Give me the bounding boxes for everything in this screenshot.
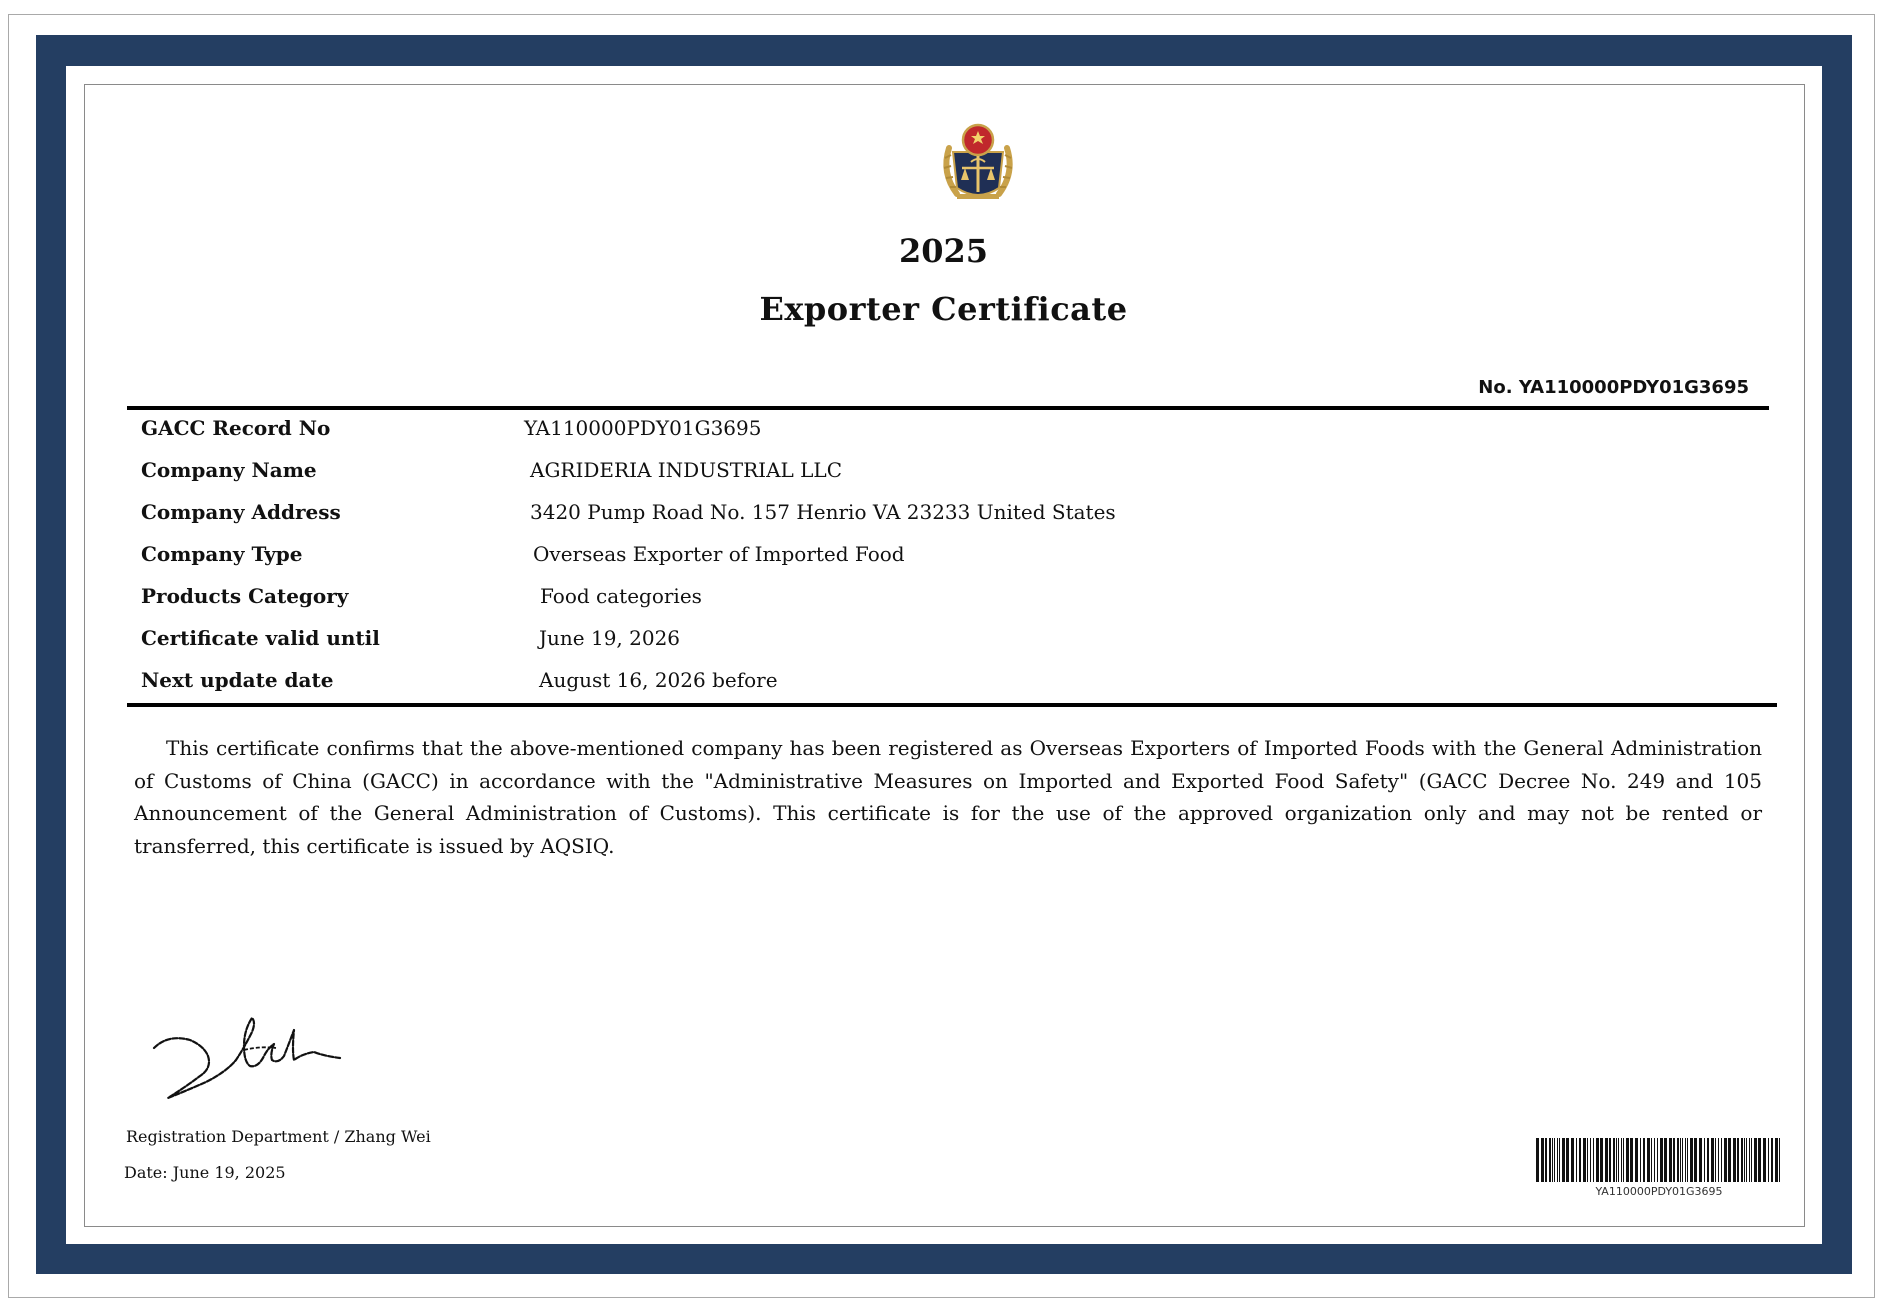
- barcode-bar: [1541, 1138, 1544, 1182]
- barcode-bar: [1587, 1138, 1588, 1182]
- barcode-bar: [1605, 1138, 1608, 1182]
- barcode-bar: [1746, 1138, 1747, 1182]
- barcode-bar: [1664, 1138, 1667, 1182]
- barcode-bar: [1768, 1138, 1769, 1182]
- barcode-bar: [1613, 1138, 1615, 1182]
- barcode-bar: [1566, 1138, 1569, 1182]
- barcode-bar: [1626, 1138, 1629, 1182]
- barcode-bar: [1728, 1138, 1731, 1182]
- barcode-bar: [1579, 1138, 1581, 1182]
- field-value: Overseas Exporter of Imported Food: [533, 542, 905, 566]
- barcode-bar: [1721, 1138, 1722, 1182]
- customs-emblem-icon: [935, 118, 1021, 208]
- field-value: August 16, 2026 before: [539, 668, 778, 692]
- barcode-bar: [1680, 1138, 1681, 1182]
- certificate-year: 2025: [898, 232, 989, 270]
- signatory-date: Date: June 19, 2025: [124, 1163, 286, 1182]
- barcode-bar: [1751, 1138, 1752, 1182]
- barcode-bar: [1651, 1138, 1652, 1182]
- barcode-bar: [1749, 1138, 1750, 1182]
- table-bottom-rule: [127, 703, 1777, 707]
- barcode-bar: [1733, 1138, 1736, 1182]
- barcode-bar: [1669, 1138, 1672, 1182]
- field-label: Next update date: [141, 668, 334, 692]
- table-top-rule: [127, 406, 1769, 410]
- field-label: Products Category: [141, 584, 349, 608]
- certificate-statement: This certificate confirms that the above-mentioned company has been registered as Overseas Exporters of Imported Foods with the General Administration of Customs of China (GACC) in accordance with the "Administrative Measures on Imported and Exported Food Safety" (GACC Decree No. 249 and 105 Announcement of the General Administration of Customs). This certificate is for the use of the approved organization only and may not be rented or transferred, this certificate is issued by AQSIQ.: [134, 736, 1762, 858]
- barcode-bar: [1600, 1138, 1603, 1182]
- barcode-bar: [1699, 1138, 1702, 1182]
- barcode-bar: [1562, 1138, 1565, 1182]
- signatory-name: Registration Department / Zhang Wei: [126, 1127, 431, 1146]
- barcode-bar: [1660, 1138, 1663, 1182]
- barcode-bar: [1724, 1138, 1727, 1182]
- field-label: Company Address: [141, 500, 341, 524]
- field-label: Company Type: [141, 542, 303, 566]
- barcode-bar: [1571, 1138, 1574, 1182]
- barcode-bar: [1557, 1138, 1558, 1182]
- barcode-bar: [1758, 1138, 1761, 1182]
- barcode-bar: [1596, 1138, 1599, 1182]
- barcode-bar: [1704, 1138, 1705, 1182]
- barcode: [1536, 1138, 1782, 1182]
- barcode-bar: [1583, 1138, 1586, 1182]
- barcode-bar: [1559, 1138, 1560, 1182]
- field-value: June 19, 2026: [539, 626, 681, 650]
- barcode-bar: [1623, 1138, 1624, 1182]
- barcode-text: YA110000PDY01G3695: [1595, 1185, 1723, 1198]
- barcode-bar: [1552, 1138, 1553, 1182]
- barcode-bar: [1763, 1138, 1766, 1182]
- barcode-bar: [1621, 1138, 1622, 1182]
- certificate-title: Exporter Certificate: [759, 290, 1128, 328]
- barcode-bar: [1687, 1138, 1688, 1182]
- barcode-bar: [1775, 1138, 1778, 1182]
- barcode-bar: [1771, 1138, 1773, 1182]
- field-label: GACC Record No: [141, 416, 331, 440]
- barcode-bar: [1630, 1138, 1633, 1182]
- field-value: Food categories: [540, 584, 702, 608]
- barcode-bar: [1737, 1138, 1739, 1182]
- barcode-bar: [1715, 1138, 1716, 1182]
- signature-image: [148, 1010, 348, 1110]
- barcode-bar: [1609, 1138, 1611, 1182]
- barcode-bar: [1643, 1138, 1645, 1182]
- barcode-bar: [1616, 1138, 1617, 1182]
- barcode-bar: [1682, 1138, 1683, 1182]
- field-value: YA110000PDY01G3695: [524, 416, 762, 440]
- barcode-bar: [1549, 1138, 1551, 1182]
- barcode-bar: [1545, 1138, 1547, 1182]
- field-value: AGRIDERIA INDUSTRIAL LLC: [530, 458, 843, 482]
- barcode-bar: [1685, 1138, 1686, 1182]
- barcode-bar: [1576, 1138, 1577, 1182]
- barcode-bar: [1635, 1138, 1638, 1182]
- barcode-bar: [1654, 1138, 1655, 1182]
- barcode-bar: [1711, 1138, 1714, 1182]
- barcode-bar: [1554, 1138, 1555, 1182]
- barcode-bar: [1640, 1138, 1641, 1182]
- field-label: Company Name: [141, 458, 317, 482]
- certificate-number: No. YA110000PDY01G3695: [1478, 377, 1749, 398]
- barcode-bar: [1618, 1138, 1619, 1182]
- barcode-bar: [1673, 1138, 1675, 1182]
- field-label: Certificate valid until: [141, 626, 380, 650]
- barcode-bar: [1707, 1138, 1709, 1182]
- barcode-bar: [1657, 1138, 1658, 1182]
- barcode-bar: [1741, 1138, 1743, 1182]
- barcode-bar: [1590, 1138, 1591, 1182]
- barcode-bar: [1677, 1138, 1679, 1182]
- barcode-bar: [1536, 1138, 1539, 1182]
- barcode-bar: [1754, 1138, 1757, 1182]
- field-value: 3420 Pump Road No. 157 Henrio VA 23233 United States: [530, 500, 1116, 524]
- barcode-bar: [1718, 1138, 1719, 1182]
- barcode-bar: [1593, 1138, 1594, 1182]
- barcode-bar: [1647, 1138, 1650, 1182]
- barcode-bar: [1690, 1138, 1693, 1182]
- barcode-bar: [1744, 1138, 1745, 1182]
- barcode-bar: [1694, 1138, 1697, 1182]
- barcode-bar: [1779, 1138, 1780, 1182]
